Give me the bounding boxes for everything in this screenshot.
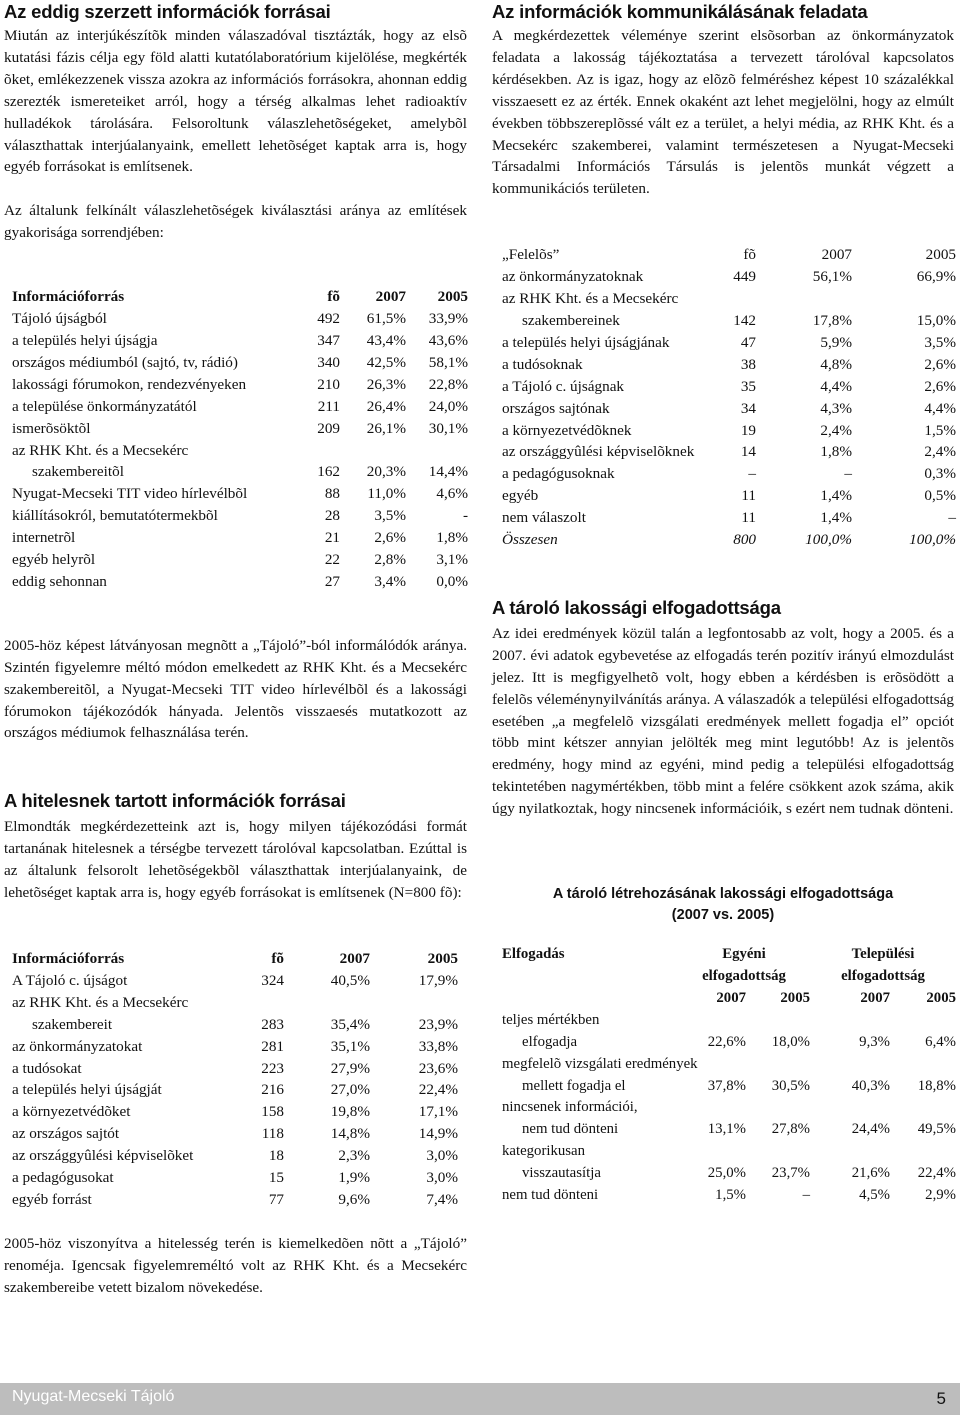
row-2005: 2,4% bbox=[924, 443, 956, 461]
section-heading-communication: Az információk kommunikálásának feladata bbox=[492, 1, 868, 22]
total-count: 800 bbox=[733, 531, 756, 549]
row-2007: 27,0% bbox=[330, 1081, 370, 1099]
row-2005: 2,6% bbox=[924, 355, 956, 373]
sources-paragraph: Miután az interjúkészítõk minden válaszadóval tisztázták, hogy az elsõ kutatási fázis célja egy föld alatti kutatólaboratórium kijelölése, megkérték õket, emlékezzenek vissza azokra az információs forrásokra, ahonnan eddig szerezték ismereteiket arról, hogy a térség alkalmas lehet radioaktív hulladékok tárolására. Felsoroltunk válaszlehetõségeket, amelybõl választhattak interjúalanyaink, emellett lehetõséget kaptak arra is, hogy egyéb forrásokat is említsenek. bbox=[4, 27, 467, 176]
row-settlement-2007: 40,3% bbox=[851, 1077, 890, 1094]
row-2005: 14,9% bbox=[418, 1125, 458, 1143]
row-2007: 35,4% bbox=[330, 1015, 370, 1033]
total-2005: 100,0% bbox=[909, 531, 956, 549]
row-settlement-2005: 6,4% bbox=[925, 1033, 956, 1050]
row-2007: 2,3% bbox=[338, 1147, 370, 1165]
row-count: 88 bbox=[324, 485, 340, 503]
row-2007: 40,5% bbox=[330, 971, 370, 989]
table-row bbox=[502, 354, 956, 376]
table-row bbox=[502, 332, 956, 354]
table-row bbox=[502, 1010, 956, 1032]
table-row bbox=[502, 1032, 956, 1054]
row-label: kiállításokról, bemutatótermekbõl bbox=[12, 507, 218, 525]
table-header-row bbox=[502, 244, 956, 266]
row-settlement-2005: 49,5% bbox=[917, 1121, 956, 1138]
row-count: 223 bbox=[261, 1059, 284, 1077]
row-settlement-2007: 4,5% bbox=[859, 1187, 890, 1204]
row-individual-2007: 1,5% bbox=[715, 1187, 746, 1204]
row-2005: 66,9% bbox=[916, 268, 956, 286]
row-2005: 2,6% bbox=[924, 377, 956, 395]
table-row bbox=[12, 396, 468, 418]
row-label: az országos sajtót bbox=[12, 1125, 120, 1143]
table-row bbox=[12, 483, 468, 505]
row-2007: 4,3% bbox=[820, 399, 852, 417]
row-count: 142 bbox=[733, 311, 756, 329]
row-2005: 17,9% bbox=[418, 971, 458, 989]
row-label: A Tájoló c. újságot bbox=[12, 971, 128, 989]
table-row bbox=[502, 507, 956, 529]
row-2005: 30,1% bbox=[428, 419, 468, 437]
row-label: egyéb forrást bbox=[12, 1190, 92, 1208]
column-header-source: Információforrás bbox=[12, 950, 125, 967]
row-2005: 4,4% bbox=[924, 399, 956, 417]
table-row bbox=[12, 549, 468, 571]
row-2007: 2,4% bbox=[820, 421, 852, 439]
row-label: szakembereit bbox=[32, 1015, 113, 1033]
row-2005: 7,4% bbox=[426, 1190, 458, 1208]
table-row bbox=[502, 266, 956, 288]
row-2007: 43,4% bbox=[366, 331, 406, 349]
row-label: a település helyi újságja bbox=[12, 331, 158, 349]
table-row bbox=[12, 992, 458, 1014]
row-count: 11 bbox=[741, 487, 756, 505]
row-label: Nyugat-Mecseki TIT video hírlevélbõl bbox=[12, 485, 248, 503]
table-row bbox=[12, 308, 468, 330]
row-count: 28 bbox=[324, 507, 340, 525]
row-label: a település helyi újságjának bbox=[502, 333, 670, 351]
row-2007: 1,8% bbox=[820, 443, 852, 461]
row-2007: 4,8% bbox=[820, 355, 852, 373]
acceptance-table-title-line1: A tároló létrehozásának lakossági elfogadottsága bbox=[552, 886, 894, 903]
row-label: az RHK Kht. és a Mecsekérc bbox=[12, 993, 189, 1011]
column-header-responsible: „Felelõs” bbox=[502, 246, 560, 264]
column-header-2005: 2005 bbox=[925, 246, 956, 264]
row-count: 340 bbox=[317, 353, 340, 371]
column-header-2005: 2005 bbox=[926, 989, 956, 1006]
table-row bbox=[12, 461, 468, 483]
page-footer bbox=[0, 1383, 960, 1415]
row-2007: 26,3% bbox=[366, 375, 406, 393]
table-header-row bbox=[502, 988, 956, 1010]
table-row bbox=[502, 1076, 956, 1098]
row-2005: 22,8% bbox=[428, 375, 468, 393]
column-header-individual: Egyéni bbox=[722, 946, 766, 963]
row-label: lakossági fórumokon, rendezvényeken bbox=[12, 375, 247, 393]
row-label: nincsenek információi, bbox=[502, 1099, 638, 1116]
table-header-row bbox=[502, 944, 956, 966]
row-2005: 58,1% bbox=[428, 353, 468, 371]
row-2005: 4,6% bbox=[436, 485, 468, 503]
row-count bbox=[300, 440, 340, 462]
table-row bbox=[12, 440, 468, 462]
row-2005: 3,1% bbox=[436, 551, 468, 569]
row-2005: 3,5% bbox=[924, 333, 956, 351]
row-2005 bbox=[370, 992, 458, 1014]
row-label: eddig sehonnan bbox=[12, 572, 107, 590]
responsibility-table bbox=[502, 244, 956, 551]
row-count: 347 bbox=[317, 331, 340, 349]
row-count: 21 bbox=[324, 529, 340, 547]
row-individual-2005: 30,5% bbox=[771, 1077, 810, 1094]
row-count: 216 bbox=[261, 1081, 284, 1099]
section-heading-credible-sources: A hitelesnek tartott információk forrásai bbox=[4, 790, 346, 812]
communication-paragraph: A megkérdezettek véleménye szerint elsõsorban az önkormányzatok feladata a lakosság tájékoztatása a tervezett tárolóval kapcsolatos kérdésekben. Az is igaz, hogy az elõzõ felméréshez képest 10 százalékkal visszaesett ez az érték. Ennek okaként azt lehet megjelölni, hogy az elmúlt években többszereplõssé vált ez a terület, a helyi média, az RHK Kht. és a Mecsekérc szakemberei, valamint természetesen a Nyugat-Mecseki Társadalmi Információs Társulás is jelentõs munkát végzett a kommunikációs területen. bbox=[492, 27, 954, 198]
table-row bbox=[502, 1119, 956, 1141]
row-2005 bbox=[406, 440, 468, 462]
row-label: az országgyûlési képviselõket bbox=[12, 1147, 194, 1165]
row-2007: 1,4% bbox=[820, 509, 852, 527]
sources-commentary: 2005-höz képest látványosan megnõtt a „Tájoló”-ból informálódók aránya. Szintén figyelemre méltó módon emelkedett az RHK Kht. és a Mecsekérc szakembereitõl, a Nyugat-Mecseki TIT video hírlevélbõl és a lakossági fórumokon tájékozódók hányada. Jelentõs visszaesés mutatkozott az országos médiumok felhasználása terén. bbox=[4, 636, 467, 742]
row-label: az RHK Kht. és a Mecsekérc bbox=[12, 441, 189, 459]
row-label: teljes mértékben bbox=[502, 1011, 600, 1028]
row-2007: 42,5% bbox=[366, 353, 406, 371]
page-number: 5 bbox=[936, 1389, 946, 1408]
row-2007: 2,8% bbox=[374, 551, 406, 569]
row-2007: 5,9% bbox=[820, 333, 852, 351]
row-count: 11 bbox=[741, 509, 756, 527]
row-count: 18 bbox=[268, 1147, 284, 1165]
table-header-row bbox=[12, 948, 458, 970]
row-2007: – bbox=[844, 465, 852, 483]
row-label: egyéb helyrõl bbox=[12, 551, 96, 569]
table-row bbox=[12, 1145, 458, 1167]
row-count: 211 bbox=[317, 397, 340, 415]
row-2007 bbox=[284, 992, 370, 1014]
row-label: a település helyi újságját bbox=[12, 1081, 162, 1099]
table-row bbox=[12, 330, 468, 352]
table-row bbox=[502, 420, 956, 442]
acceptance-table-title-line2: (2007 vs. 2005) bbox=[671, 907, 775, 924]
row-2007: 35,1% bbox=[330, 1037, 370, 1055]
row-label: a tudósoknak bbox=[502, 355, 583, 373]
row-individual-2005: – bbox=[802, 1187, 810, 1204]
table-row bbox=[12, 1101, 458, 1123]
row-label: Tájoló újságból bbox=[12, 310, 107, 328]
table-row bbox=[12, 1036, 458, 1058]
row-2007: 20,3% bbox=[366, 463, 406, 481]
row-label: kategorikusan bbox=[502, 1143, 586, 1160]
credible-sources-table bbox=[12, 948, 458, 1211]
column-header-2007: 2007 bbox=[860, 989, 890, 1006]
row-2007 bbox=[340, 440, 406, 462]
row-label: az önkormányzatokat bbox=[12, 1037, 143, 1055]
row-count: 449 bbox=[733, 268, 756, 286]
row-individual-2007: 25,0% bbox=[707, 1165, 746, 1182]
row-individual-2007: 13,1% bbox=[707, 1121, 746, 1138]
row-count: 209 bbox=[317, 419, 340, 437]
row-2007: 4,4% bbox=[820, 377, 852, 395]
table-row bbox=[12, 418, 468, 440]
section-heading-acceptance: A tároló lakossági elfogadottsága bbox=[492, 596, 781, 618]
row-label: internetrõl bbox=[12, 529, 76, 547]
row-label: a pedagógusoknak bbox=[502, 465, 615, 483]
row-settlement-2007: 9,3% bbox=[859, 1033, 890, 1050]
row-label: nem tud dönteni bbox=[522, 1121, 619, 1138]
table-row bbox=[502, 1097, 956, 1119]
row-2005: 33,9% bbox=[428, 310, 468, 328]
row-2007: 1,4% bbox=[820, 487, 852, 505]
row-2007: 19,8% bbox=[330, 1103, 370, 1121]
table-row bbox=[502, 376, 956, 398]
row-count: 283 bbox=[261, 1015, 284, 1033]
row-count: 118 bbox=[261, 1125, 284, 1143]
row-2005: – bbox=[948, 509, 956, 527]
table-row bbox=[12, 505, 468, 527]
row-count: 22 bbox=[324, 551, 340, 569]
table-row bbox=[502, 463, 956, 485]
row-count: – bbox=[748, 465, 756, 483]
row-label: visszautasítja bbox=[522, 1165, 601, 1182]
row-count: 324 bbox=[261, 971, 284, 989]
table-row bbox=[12, 527, 468, 549]
table-row bbox=[12, 1123, 458, 1145]
row-count: 162 bbox=[317, 463, 340, 481]
row-count bbox=[236, 992, 284, 1014]
row-label: nem válaszolt bbox=[502, 509, 586, 527]
row-2005: 0,3% bbox=[924, 465, 956, 483]
row-2007: 11,0% bbox=[367, 485, 406, 503]
row-2005: 23,6% bbox=[418, 1059, 458, 1077]
publication-title: Nyugat-Mecseki Tájoló bbox=[12, 1388, 175, 1405]
column-header-individual-sub: elfogadottság bbox=[702, 968, 786, 984]
row-count: 19 bbox=[740, 421, 756, 439]
row-label: a tudósokat bbox=[12, 1059, 82, 1077]
column-header-2005: 2005 bbox=[780, 989, 810, 1006]
row-2005: 14,4% bbox=[428, 463, 468, 481]
row-2005: 3,0% bbox=[426, 1169, 458, 1187]
row-settlement-2007: 24,4% bbox=[851, 1121, 890, 1138]
row-2005: - bbox=[462, 507, 468, 525]
left-column bbox=[4, 0, 467, 1299]
row-settlement-2007: 21,6% bbox=[851, 1165, 890, 1182]
row-2005: 23,9% bbox=[418, 1015, 458, 1033]
total-2007: 100,0% bbox=[805, 531, 852, 549]
column-header-source: Információforrás bbox=[12, 288, 125, 306]
column-header-acceptance: Elfogadás bbox=[502, 946, 565, 963]
row-2007: 2,6% bbox=[374, 529, 406, 547]
column-header-2007: 2007 bbox=[821, 246, 852, 264]
row-individual-2007: 37,8% bbox=[707, 1077, 746, 1094]
table-row bbox=[502, 1141, 956, 1163]
row-2005: 1,5% bbox=[924, 421, 956, 439]
section-heading-sources: Az eddig szerzett információk forrásai bbox=[4, 1, 331, 22]
row-individual-2007: 22,6% bbox=[707, 1033, 746, 1050]
row-2005: 15,0% bbox=[916, 311, 956, 329]
row-label: elfogadja bbox=[522, 1033, 578, 1050]
table-row bbox=[502, 398, 956, 420]
row-label: szakembereinek bbox=[522, 311, 620, 329]
acceptance-paragraph: Az idei eredmények közül talán a legfontosabb az volt, hogy a 2005. és a 2007. évi adatok egybevetése az elfogadás terén pozitív irányú elmozdulást jelez. Itt is megfigyelhetõ volt, hogy ebben a kérdésben is erõsödött a felelõs véleménynyilvánítás aránya. A válaszadók a települési elfogadottság esetében „a megfelelõ vizsgálati eredmények mellett fogadja el” opciót több mint kétszer annyian jelölték meg mint legutóbb! Az is jelentõs eredmény, hogy mind az egyéni, mind pedig a települési elfogadottság tekintetében nagymértékben, több mint a felére csökkent azok száma, akik úgy nyilatkoztak, hogy nincsenek információik, s ezért nem tudnak dönteni. bbox=[492, 624, 954, 818]
row-label: a Tájoló c. újságnak bbox=[502, 377, 625, 395]
row-2007: 3,4% bbox=[374, 572, 406, 590]
row-2005: 0,5% bbox=[924, 487, 956, 505]
row-individual-2005: 23,7% bbox=[771, 1165, 810, 1182]
right-column bbox=[492, 0, 954, 1207]
table-row bbox=[12, 970, 458, 992]
column-header-2007: 2007 bbox=[339, 950, 370, 967]
row-2007: 56,1% bbox=[812, 268, 852, 286]
row-2005: 3,0% bbox=[426, 1147, 458, 1165]
row-2007: 61,5% bbox=[366, 310, 406, 328]
row-label: a pedagógusokat bbox=[12, 1169, 114, 1187]
table-header-row bbox=[12, 286, 468, 308]
table-row bbox=[12, 352, 468, 374]
row-2007: 17,8% bbox=[812, 311, 852, 329]
row-2007: 9,6% bbox=[338, 1190, 370, 1208]
column-header-2007: 2007 bbox=[716, 989, 746, 1006]
row-label: a települése önkormányzatától bbox=[12, 397, 197, 415]
row-count: 210 bbox=[317, 375, 340, 393]
row-2005: 17,1% bbox=[418, 1103, 458, 1121]
row-count: 158 bbox=[261, 1103, 284, 1121]
table-row bbox=[502, 485, 956, 507]
row-2007: 1,9% bbox=[338, 1169, 370, 1187]
table-row bbox=[12, 571, 468, 593]
acceptance-table bbox=[502, 944, 956, 1207]
credible-sources-commentary: 2005-höz viszonyítva a hitelesség terén is kiemelkedõen nõtt a „Tájoló” renoméja. Igencsak figyelemreméltó volt az RHK Kht. és a Mecsekérc szakembereibe vetett bizalom növekedése. bbox=[4, 1234, 467, 1296]
row-label: mellett fogadja el bbox=[522, 1077, 626, 1094]
column-header-count: fõ bbox=[327, 288, 340, 306]
table-total-row bbox=[502, 529, 956, 551]
row-2007: 26,1% bbox=[366, 419, 406, 437]
row-label: az országgyûlési képviselõknek bbox=[502, 443, 695, 461]
table-row bbox=[12, 1058, 458, 1080]
row-count: 77 bbox=[268, 1190, 284, 1208]
row-label: országos médiumból (sajtó, tv, rádió) bbox=[12, 353, 238, 371]
row-count: 27 bbox=[324, 572, 340, 590]
row-count: 14 bbox=[740, 443, 756, 461]
row-2005: 43,6% bbox=[428, 331, 468, 349]
row-individual-2005: 27,8% bbox=[771, 1121, 810, 1138]
row-settlement-2005: 18,8% bbox=[917, 1077, 956, 1094]
column-header-2005: 2005 bbox=[437, 288, 468, 306]
column-header-2005: 2005 bbox=[427, 950, 458, 967]
column-header-settlement-sub: elfogadottság bbox=[841, 968, 925, 984]
row-count: 281 bbox=[261, 1037, 284, 1055]
row-2005 bbox=[852, 288, 956, 310]
row-count: 38 bbox=[740, 355, 756, 373]
row-2005: 1,8% bbox=[436, 529, 468, 547]
row-settlement-2005: 2,9% bbox=[925, 1187, 956, 1204]
row-2007: 26,4% bbox=[366, 397, 406, 415]
row-label: ismerõsöktõl bbox=[12, 419, 91, 437]
row-2005: 22,4% bbox=[418, 1081, 458, 1099]
table-row bbox=[502, 310, 956, 332]
acceptance-table-title bbox=[492, 884, 954, 926]
column-header-2007: 2007 bbox=[375, 288, 406, 306]
table-row bbox=[12, 1079, 458, 1101]
row-2007: 3,5% bbox=[374, 507, 406, 525]
row-count: 35 bbox=[740, 377, 756, 395]
column-header-count: fõ bbox=[743, 246, 756, 264]
row-label: egyéb bbox=[502, 487, 539, 505]
row-label: nem tud dönteni bbox=[502, 1187, 599, 1204]
row-2007 bbox=[756, 288, 852, 310]
row-count: 492 bbox=[317, 310, 340, 328]
row-2007: 27,9% bbox=[330, 1059, 370, 1077]
row-2005: 0,0% bbox=[436, 572, 468, 590]
column-header-settlement: Települési bbox=[851, 946, 915, 963]
credible-sources-paragraph: Elmondták megkérdezetteink azt is, hogy milyen tájékozódási formát tartanának hitelesnek a térségbe tervezett tárolóval kapcsolatban. Ezúttal is az általunk felsorolt lehetõségekbõl választhattak interjúalanyaink, de lehetõséget kaptak arra is, hogy egyéb forrásokat is említsenek (N=800 fõ): bbox=[4, 818, 467, 902]
row-label: szakembereitõl bbox=[32, 463, 124, 481]
table-row bbox=[502, 1054, 956, 1076]
row-count bbox=[728, 288, 756, 310]
sources-intro-paragraph: Az általunk felkínált válaszlehetõségek kiválasztási aránya az említések gyakorisága sorrendjében: bbox=[4, 202, 467, 242]
column-header-count: fõ bbox=[271, 950, 284, 967]
table-header-row bbox=[502, 966, 956, 988]
table-row bbox=[12, 1167, 458, 1189]
table-row bbox=[502, 288, 956, 310]
row-settlement-2005: 22,4% bbox=[917, 1165, 956, 1182]
row-label: az RHK Kht. és a Mecsekérc bbox=[502, 290, 679, 308]
sources-table bbox=[12, 286, 468, 593]
row-label: az önkormányzatoknak bbox=[502, 268, 644, 286]
row-count: 47 bbox=[740, 333, 756, 351]
row-label: országos sajtónak bbox=[502, 399, 610, 417]
row-label: a környezetvédõknek bbox=[502, 421, 632, 439]
table-row bbox=[502, 1163, 956, 1185]
table-row bbox=[502, 441, 956, 463]
table-row bbox=[502, 1185, 956, 1207]
table-row bbox=[12, 1189, 458, 1211]
row-label: megfelelõ vizsgálati eredmények bbox=[502, 1055, 698, 1072]
row-2007: 14,8% bbox=[330, 1125, 370, 1143]
table-row bbox=[12, 1014, 458, 1036]
row-count: 34 bbox=[740, 399, 756, 417]
row-individual-2005: 18,0% bbox=[771, 1033, 810, 1050]
row-label: a környezetvédõket bbox=[12, 1103, 131, 1121]
row-2005: 33,8% bbox=[418, 1037, 458, 1055]
row-count: 15 bbox=[268, 1169, 284, 1187]
row-2005: 24,0% bbox=[428, 397, 468, 415]
total-label: Összesen bbox=[502, 531, 558, 549]
table-row bbox=[12, 374, 468, 396]
